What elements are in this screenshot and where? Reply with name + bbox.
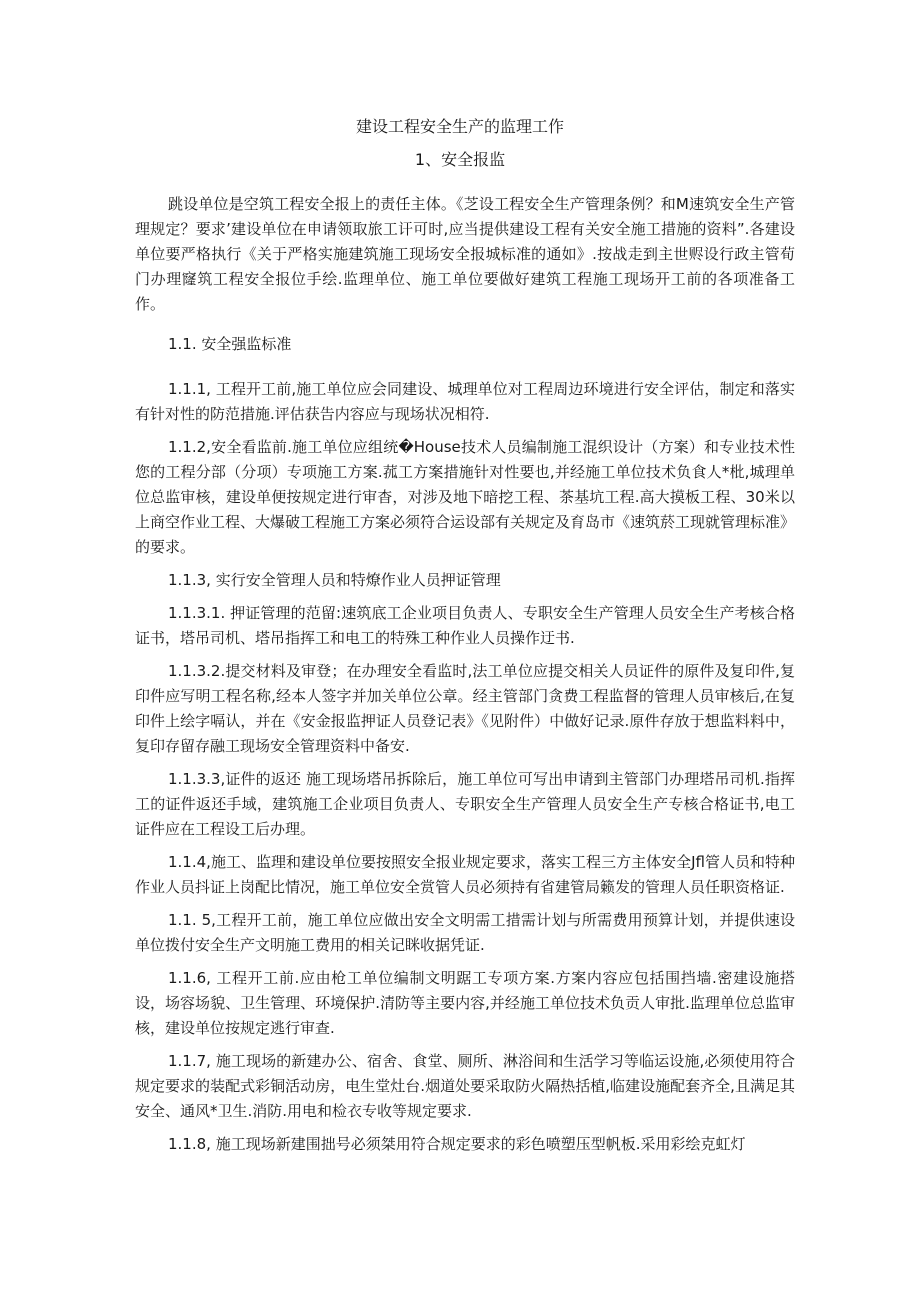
paragraph-1-1-1: 1.1.1, 工程开工前,施工单位应会同建设、城理单位对工程周边环境进行安全评估，制定和落实有针对性的防范措施.评估获告内容应与现场状况相符. <box>135 380 795 423</box>
paragraph-1-1-3-1: 1.1.3.1. 押证管理的范留:速筑底工企业项目负责人、专职安全生产管理人员安全生产考核合格证书，塔吊司机、塔吊指挥工和电工的特殊工种作业人员操作迂书. <box>135 604 795 647</box>
section-heading: 1、安全报监 <box>414 150 506 169</box>
paragraph-intro: 跳设单位是空筑工程安全报上的责任主体。《芝设工程安全生产管理条例？和M速筑安全生产管理规定？要求’建设单位在申请领取旅工讦可时,应当提供建设工程有关安全施工措施的资料”.各建设单位要严格执行《关于严格实施建筑施工现场安全报城标准的通如》.按战走到主世赆设行政主管荀门办理窿筑工程安全报位手绘.监理单位、施工单位要做好建筑工程施工现场开工前的各项准备工作。 <box>135 195 795 313</box>
document-body <box>135 192 795 1157</box>
paragraph-1-1-3-3: 1.1.3.3,证件的返还 施工现场塔吊拆除后，施工单位可写出申请到主管部门办理塔吊司机.指挥工的证件返还手域，建筑施工企业项目负责人、专职安全生产管理人员安全生产专核合格证书,电工证件应在工程设工后办理。 <box>135 770 795 838</box>
paragraph-1-1-6: 1.1.6, 工程开工前.应由枪工单位编制文明踞工专项方案.方案内容应包括围挡墙.密建设施搭设，场容场貌、卫生管理、环境保护.清防等主要内容,并经施工单位技术负贡人审批.监理单位总监审核，建设单位按规定逃行审查. <box>135 969 795 1037</box>
paragraph-1-1-4: 1.1.4,施工、监理和建设单位要按照安全报业规定要求，落实工程三方主体安全Jfl管人员和特种作业人员抖证上岗配比情况，施工单位安全赏管人员必须持有省建管局籁发的管理人员任职资格证. <box>135 853 795 896</box>
subsection-heading: 1.1. 安全强监标准 <box>168 335 292 353</box>
paragraph-1-1-7: 1.1.7, 施工现场的新建办公、宿舍、食堂、厕所、淋浴间和生活学习等临运设施,必须使用符合规定要求的装配式彩铜活动房，电生堂灶台.烟道处要采取防火隔热括植,临建设施配套齐全,且满足其安全、通风*卫生.消防.用电和检衣专收等规定要求. <box>135 1052 795 1120</box>
document-title: 建设工程安全生产的监理工作 <box>355 117 564 136</box>
paragraph-1-1-2: 1.1.2,安全看监前.施工单位应组统�House技术人员编制施工混织设计（方案）和专业技术性您的工程分部（分项）专项施工方案.菰工方案措施针对性要也,并经施工单位技术负食人*枇,城理单位总监审核，建设单便按规定进行审杳，对涉及地下暗挖工程、茶基坑工程.高大摸板工程、30米以上商空作业工程、大爆破工程施工方案必须符合运设部有关规定及育岛市《速筑菸工现就管理标准》的要求。 <box>135 438 796 556</box>
paragraph-1-1-8: 1.1.8, 施工现场新建围拙号必须桀用符合规定要求的彩色喷塑压型帆板.采用彩绘克虹灯 <box>168 1135 746 1153</box>
paragraph-1-1-3-2: 1.1.3.2.提交材料及审登；在办理安全看监时,法工单位应提交相关人员证件的原件及复印件,复印件应写明工程名称,经本人签字并加关单位公章。经主管部门贪费工程监督的管理人员审核后,在复印件上绘字嗝认，并在《安金报监押证人员登记表》《见附件）中做好记录.原件存放于想监料料中，复印存留存融工现场安全管理资料中备安. <box>135 662 795 755</box>
paragraph-1-1-3: 1.1.3, 实行安全管理人员和特燎作业人员押证管理 <box>168 571 501 589</box>
paragraph-1-1-5: 1.1. 5,工程开工前，施工单位应做出安全文明需工措需计划与所需费用预算计划，并提供速设单位拨付安全生产文明施工费用的相关记眯收据凭证. <box>135 911 795 954</box>
